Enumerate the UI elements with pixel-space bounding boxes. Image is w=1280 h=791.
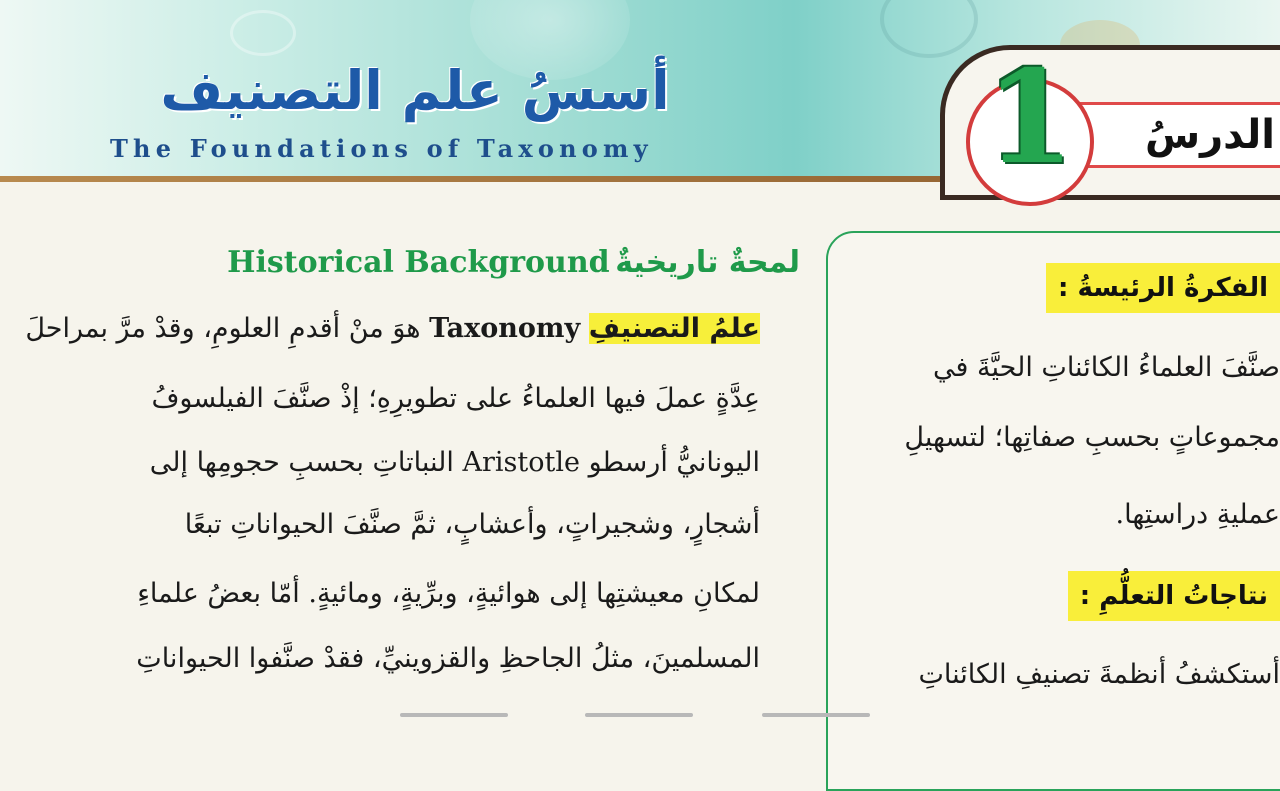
paragraph-text: النباتاتِ بحسبِ حجومِها إلى	[149, 447, 454, 478]
paragraph-line	[0, 301, 760, 357]
page-scroll-indicator[interactable]	[585, 713, 693, 717]
page-scroll-indicator[interactable]	[762, 713, 870, 717]
banner-decoration	[880, 0, 978, 58]
main-idea-line: صنَّفَ العلماءُ الكائناتِ الحيَّةَ في	[933, 352, 1280, 383]
paragraph-text: اليونانيُّ أرسطو	[588, 447, 760, 478]
learning-outcome-line: أستكشفُ أنظمةَ تصنيفِ الكائناتِ	[918, 659, 1280, 690]
english-term: Taxonomy	[429, 313, 581, 344]
lesson-title-english: The Foundations of Taxonomy	[110, 134, 653, 163]
paragraph-line: عِدَّةٍ عملَ فيها العلماءُ على تطويرِهِ؛ إذْ صنَّفَ الفيلسوفُ	[151, 383, 760, 414]
highlighted-term: علمُ التصنيفِ	[588, 313, 760, 344]
page-scroll-indicator[interactable]	[400, 713, 508, 717]
main-idea-line: عمليةِ دراستِها.	[1115, 499, 1280, 530]
paragraph-text: هوَ منْ أقدمِ العلومِ، وقدْ مرَّ بمراحلَ	[25, 313, 421, 344]
lesson-label: الدرسُ	[1144, 112, 1275, 158]
paragraph-line: المسلمينَ، مثلُ الجاحظِ والقزوينيِّ، فقدْ صنَّفوا الحيواناتِ	[136, 643, 760, 674]
banner-decoration	[230, 10, 296, 56]
section-heading-arabic: لمحةٌ تاريخيةٌ	[615, 245, 800, 280]
english-term: Aristotle	[462, 447, 580, 478]
paragraph-line: أشجارٍ، وشجيراتٍ، وأعشابٍ، ثمَّ صنَّفَ الحيواناتِ تبعًا	[184, 509, 760, 540]
paragraph-line	[0, 435, 760, 491]
main-idea-label: الفكرةُ الرئيسةُ :	[1046, 263, 1280, 313]
paragraph-line: لمكانِ معيشتِها إلى هوائيةٍ، وبرِّيةٍ، ومائيةٍ. أمّا بعضُ علماءِ	[137, 578, 760, 609]
section-heading	[200, 240, 800, 286]
main-idea-line: مجموعاتٍ بحسبِ صفاتِها؛ لتسهيلِ	[904, 422, 1280, 453]
lesson-number: 1	[985, 43, 1075, 193]
lesson-title-arabic: أسسُ علم التصنيف	[160, 59, 670, 122]
learning-outcomes-label: نتاجاتُ التعلُّمِ :	[1068, 571, 1280, 621]
section-heading-english: Historical Background	[227, 245, 610, 280]
